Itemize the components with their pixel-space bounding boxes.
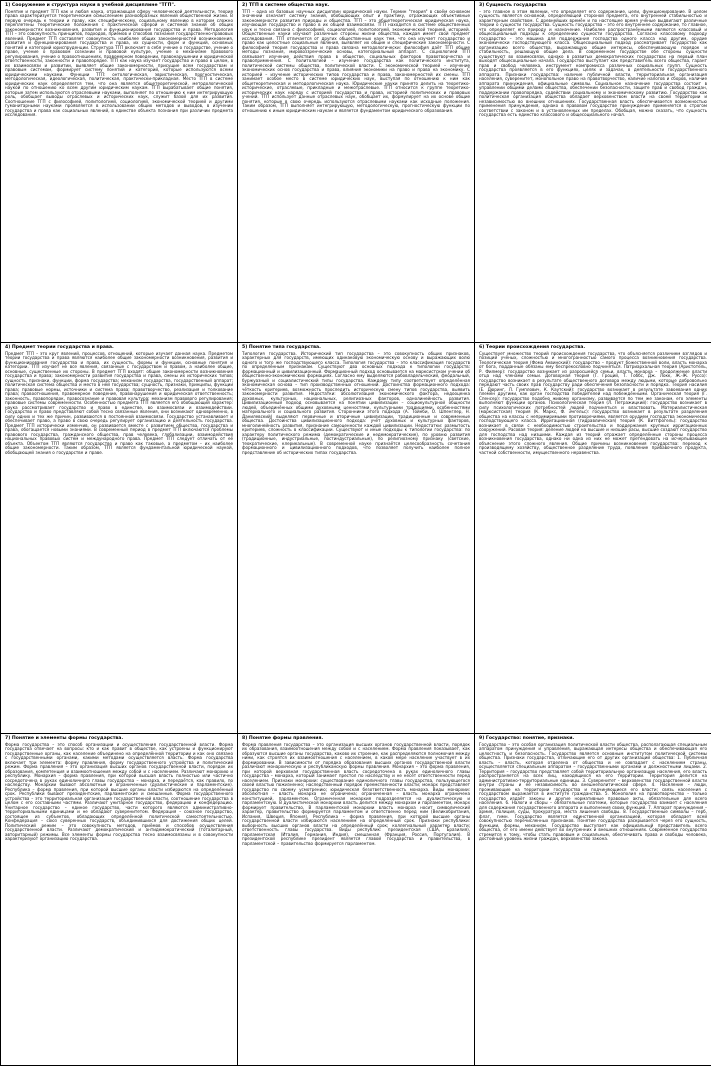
cell-title: 6) Теории происхождения государства.: [479, 345, 586, 350]
cell-ticket-2: [237, 0, 475, 343]
cell-body: Существует множество теорий происхождения государства, что объясняется различием взглядов и позиций учёных, сложностью и многогранностью самого процесса возникновения государства. Теологическая теория (Фома Аквинский): государство – продукт божественной воли, власть монарха от бога, подданные обязаны ему беспрекословно подчиняться. Патриархальная теория (Аристотель, Р. Филмер): государство возникает из разросшейся семьи, власть монарха – продолжение власти отца над членами семьи. Договорная теория (Г. Гроций, Т. Гоббс, Дж. Локк, Ж.-Ж. Руссо): государство возникает в результате общественного договора между людьми, которые добровольно передают часть своих прав государству ради обеспечения безопасности и порядка. Теория насилия (Е. Дюринг, Л. Гумплович, К. Каутский): государство возникает в результате завоевания одних племён другими, как орган господства победителей над побеждёнными. Органическая теория (Г. Спенсер): государство подобно живому организму, развивается по тем же законам, его элементы выполняют функции органов. Психологическая теория (Л. Петражицкий): государство возникает в силу психологических потребностей людей подчиняться и властвовать. Материалистическая (марксистская) теория (К. Маркс, Ф. Энгельс): государство возникает в результате разделения общества на классы с непримиримыми противоречиями, является орудием господства экономически господствующего класса. Ирригационная (гидравлическая) теория (К. Виттфогель): государство возникает в связи с необходимостью строительства и поддержания крупных ирригационных сооружений. Расовая теория: деление людей на высшие и низшие расы, высшие создают государство для господства над низшими. Каждая из теорий отражает определённые стороны процесса возникновения государства, однако ни одна из них не может претендовать на исчерпывающее объяснение этого сложного явления. Общие причины возникновения государства: переход к производящему хозяйству, общественное разделение труда, появление прибавочного продукта, частной собственности, имущественного неравенства.: [479, 350, 707, 455]
cell-title: 7) Понятие и элементы формы государства.: [5, 736, 124, 741]
cell-title: 9) Государство: понятие, признаки.: [479, 736, 575, 741]
cell-body: Форма государства – это способ организации и осуществления государственной власти. Форма государства отвечает на вопросы: кто и как правит в обществе, как устроены и функционируют государственные органы, как население объединено на определённой территории и как оно связано с государственными органами, какими методами осуществляется власть. Форма государства включает три элемента: форму правления, форму государственного устройства и политический режим. Форма правления – это организация высших органов государственной власти, порядок их образования, компетенция и взаимоотношения между собой и с населением. Различают монархию и республику. Монархия – форма правления, при которой высшая власть полностью или частично сосредоточена в руках единоличного главы государства – монарха, и передаётся, как правило, по наследству. Монархии бывают абсолютные и ограниченные (дуалистические и парламентские). Республика – форма правления, при которой высшие органы власти избираются на определённый срок. Республики бывают президентские, парламентские и смешанные. Форма государственного устройства – это территориальная организация государственной власти, соотношение государства в целом с его составными частями. Различают унитарное государство, федерацию и конфедерацию. Унитарное государство – единое государство, части которого являются административно-территориальными единицами и не обладают суверенитетом. Федерация – союзное государство, состоящее из субъектов, обладающих определённой политической самостоятельностью. Конфедерация – союз суверенных государств, объединившихся для достижения общих целей. Политический режим – это совокупность методов, приёмов и способов осуществления государственной власти. Различают демократический и антидемократический (тоталитарный, авторитарный) режимы. Все элементы формы государства тесно взаимосвязаны и в совокупности характеризуют организацию государства.: [5, 741, 233, 842]
cell-ticket-8: [237, 733, 475, 1066]
cell-title: 8) Понятие формы правления.: [242, 736, 324, 741]
cell-ticket-6: [474, 342, 711, 734]
cell-ticket-3: [474, 0, 711, 343]
cell-body: Государство – это особая организация политической власти общества, располагающая специальным аппаратом принуждения и управления, выражающая интересы общества и обеспечивающая его целостность и безопасность. Государство является основным институтом политической системы общества. Признаки государства, отличающие его от других организаций общества: 1. Публичная власть – власть, которая отделена от общества и не совпадает с населением страны, осуществляется специальным аппаратом – государственными органами и должностными лицами. 2. Территория – государство представляет собой территориальную организацию населения, его власть распространяется на всех лиц, находящихся на его территории. Территория делится на административно-территориальные единицы. 3. Суверенитет – верховенство государственной власти внутри страны и её независимость во внешнеполитической сфере. 4. Население – люди, проживающие на территории государства и подчиняющиеся его власти; связь населения с государством выражается в институте гражданства. 5. Монополия на правотворчество – только государство издаёт законы и другие нормативные правовые акты, обязательные для всего населения. 6. Налоги и сборы – обязательные платежи, которые государство взимает с населения для содержания государственного аппарата и выполнения своих функций. 7. Аппарат принуждения – армия, полиция, суды, прокуратура, места лишения свободы. 8. Государственные символы – герб, флаг, гимн. Государство является единственной организацией, которая обладает всей совокупностью перечисленных признаков. Понятие государства раскрывается через его сущность, функции, формы, механизм. Государство выступает как официальный представитель всего общества, от его имени действует во внутренних и внешних отношениях. Современное государство стремится к тому, чтобы стать правовым и социальным, обеспечивать права и свободы человека, достойный уровень жизни граждан, верховенство закона.: [479, 741, 707, 842]
cell-ticket-7: [0, 733, 238, 1066]
cell-title: 2) ТГП в системе общества наук.: [242, 3, 330, 8]
cell-title: 5) Понятие типа государства.: [242, 345, 321, 350]
cell-body: Форма правления государства – это организация высших органов государственной власти, порядок их образования, взаимоотношения между собой и с населением. Форма правления показывает, как образуются высшие органы государства, каково их строение, как распределяются полномочия между ними, как строятся их взаимоотношения с населением, в какой мере население участвует в их формировании. В зависимости от порядка образования высших органов государственной власти различают монархическую и республиканскую формы правления. Монархия – это форма правления, при которой верховная государственная власть сосредоточена в руках единоличного главы государства – монарха, который занимает престол по наследству и не несёт ответственности перед населением. Признаки монархии: существование единоличного главы государства, пользующегося своей властью пожизненно; наследственный порядок преемственности власти; монарх представляет государство по своему усмотрению; юридическая безответственность монарха. Виды монархии: абсолютная – власть монарха не ограничена; ограниченная – власть монарха ограничена конституцией, парламентом. Ограниченная монархия подразделяется на дуалистическую и парламентскую. В дуалистической монархии власть делится между монархом и парламентом, монарх формирует правительство. В парламентской монархии власть монарха носит символический характер, правительство формируется парламентом и ответственно перед ним (Великобритания, Испания, Швеция, Япония). Республика – форма правления, при которой высшие органы государственной власти избираются населением на определённый срок. Признаки республики: выборность высших органов власти на определённый срок; коллегиальный характер власти; ответственность главы государства. Виды республик: президентская (США, Бразилия), парламентская (Италия, Германия, Индия), смешанная (Франция, Россия, Португалия). В президентской республике президент является главой государства и правительства, в парламентской – правительство формируется парламентом.: [242, 741, 470, 846]
cell-title: 3) Сущность государства: [479, 3, 547, 8]
cell-ticket-4: [0, 342, 238, 734]
cell-ticket-1: [0, 0, 238, 343]
cell-body: ТГП – одна из базовых научных дисциплин юридической науки. Термин "теория" в своём основном значении означает систему знаний, обобщающих опыт и практику, отражающих объективные закономерности развития природы и общества. ТГП – это общетеоретическая юридическая наука, изучающая государство и право в их общей взаимосвязи. ТГП находится в системе общественных наук и тесно связана с философией, социологией, политологией, экономической теорией, историей. Общественные науки изучают различные стороны жизни общества, каждая имеет свой предмет исследования. ТГП отличается от других общественных наук тем, что она изучает государство и право как целостные социальные явления, выявляет их общие и специфические закономерности. С философией теория государства и права связана методологически: философия даёт ТГП общие методы познания, мировоззренческие основы, категориальный аппарат. С социологией ТГП связывает изучение действия права в обществе, социальных факторов правотворчества и правоприменения. С политологией – изучение государства как политического института, политической системы общества, политической власти. С экономической теорией – изучение экономических основ государства и права, влияния экономики на право и права на экономику. С историей – изучение исторических типов государства и права, закономерностей их смены. ТГП занимает особое место в системе юридических наук, выступая по отношению к ним как общетеоретическая и методологическая наука. Юридические науки принято делить на теоретико-исторические, отраслевые, прикладные и межотраслевые. ТГП относится к группе теоретико-исторических наук наряду с историей государства и права, историей политических и правовых учений. ТГП использует данные отраслевых наук, обобщает их, формулирует на их основе общие понятия, которые в свою очередь используются отраслевыми науками как исходные положения. Таким образом, ТГП выполняет интегрирующую, методологическую, прогностическую функции по отношению к иным юридическим наукам и является фундаментом юридического образования.: [242, 8, 470, 113]
cell-body: Понятие и предмет ТГП как и любая наука, отражающая сферу человеческой деятельности, теория права характеризуется теоретическим осмыслением разнообразных явлений общественной жизни. В первую очередь к теории и праву, как специфическому, социальному явлению в котором сложно переплетены теоретические положения с практической сферой и системой знаний об общих закономерностях возникновения, развития и функционирования государства и права. Методология ТГП – это совокупность принципов, подходов, приёмов и способов познания государственно-правовых явлений. Предмет ТГП составляет совокупность наиболее общих закономерностей возникновения, развития и функционирования государства и права, их сущности, форм и функций, основных понятий и категорий юриспруденции. Структура ТГП включает в себя учение о государстве, учение о праве, учение о правовом сознании и правовой культуре, учение о механизме правового регулирования, учение о правоотношениях, правомерном поведении, правонарушении и юридической ответственности, законности и правопорядке. ТГП как наука изучает государство и право в целом, в их взаимосвязи и развитии, выявляет общие закономерности, присущие всем государствам и правовым системам, формирует систему понятий и категорий, которые используются всеми юридическими науками. Функции ТГП: онтологическая, эвристическая, прогностическая, методологическая, идеологическая, политическая, практически-прикладная. Место ТГП в системе юридических наук определяется тем, что она является общетеоретической, методологической наукой по отношению ко всем другим юридическим наукам. ТГП вырабатывает общие понятия, которые затем используются отраслевыми науками, выполняет по отношению к ним интегрирующую роль, обобщает выводы отраслевых и исторических наук, служит базой для их развития. Соотношение ТГП с философией, политологией, социологией, экономической теорией и другими гуманитарными науками проявляется в использовании общих методов и выводов, в изучении государства и права как социальных явлений, в единстве объекта познания при различии предмета исследования.: [5, 8, 233, 118]
cell-title: 4) Предмет теории государства и права.: [5, 345, 114, 350]
cell-body: Предмет ТГП – это круг явлений, процессов, отношений, которые изучает данная наука. Предметом теории государства и права являются наиболее общие закономерности возникновения, развития и функционирования государства и права, их сущность, формы и функции, основные понятия и категории. ТГП изучает не все явления, связанные с государством и правом, а наиболее общие, основные, существенные их стороны. В предмет ТГП входят: общие закономерности возникновения государства и права; закономерности развития государства и права, смены их исторических типов; сущность, признаки, функции, форма государства; механизм государства, государственный аппарат; политическая система общества и место в ней государства; сущность, признаки, принципы, функции права; правовые нормы, источники и система права; правотворчество, реализация и толкование права; правоотношения, правомерное поведение, правонарушения и юридическая ответственность; законность, правопорядок, правосознание и правовая культура; механизм правового регулирования; правовые системы современности. Особенностью предмета ТГП является его обобщающий характер: наука рассматривает государство и право в единстве, во взаимосвязи и взаимодействии. Государство и право представляют собой тесно связанные явления, они возникают одновременно, в силу одних и тех же причин, развиваются в постоянной взаимосвязи. Государство устанавливает и обеспечивает право, а право в свою очередь регулирует организацию и деятельность государства. Предмет ТГП исторически изменчив, он развивается вместе с развитием общества, государства и права, обогащается новыми знаниями. В современный период в предмет ТГП включаются проблемы правового государства, гражданского общества, прав человека, глобализации, взаимодействия национальных правовых систем и международного права. Предмет ТГП следует отличать от её объекта. Объектом ТГП являются государство и право как таковые, а предметом – их наиболее общие закономерности. Таким образом, ТГП является фундаментальной юридической наукой, обобщающей знания о государстве и праве.: [5, 350, 233, 455]
cell-ticket-5: [237, 342, 475, 734]
cell-ticket-9: [474, 733, 711, 1066]
cell-title: 1) Сооружение и структура науки в учебной дисциплине "ТГП".: [5, 3, 176, 8]
cell-body: Типология государства. Исторический тип государства – это совокупность общих признаков, характерных для государств, имеющих одинаковую экономическую основу и выражающих волю одного и того же господствующего класса. Типология государства – это классификация государств по определённым признакам. Существуют два основных подхода к типологии государств: формационный и цивилизационный. Формационный подход основывается на марксистском учении об общественно-экономических формациях. Согласно ему выделяются рабовладельческий, феодальный, буржуазный и социалистический типы государства. Каждому типу соответствует определённая экономическая основа – тип производственных отношений. Достоинства формационного подхода: чёткость критериев, возможность проследить историческую смену типов государства, выявить закономерности развития. Недостатки: абсолютизация экономического фактора, недооценка духовных, культурных, национальных, религиозных факторов, однолинейность развития. Цивилизационный подход основывается на понятии цивилизации – социокультурной общности людей, объединённых общими духовными ценностями, культурными традициями, особенностями материального и социального развития. Сторонники этого подхода (А. Тойнби, О. Шпенглер, Н. Данилевский) выделяют первичные и вторичные цивилизации, традиционные и современные общества. Достоинства цивилизационного подхода: учёт духовных и культурных факторов, многолинейность развития, признание самоценности каждой цивилизации. Недостатки: размытость критериев, сложность в классификации. Существуют и иные подходы к типологии государства: по характеру политического режима (демократические и недемократические), по уровню развития (традиционные, индустриальные, постиндустриальные), по религиозному признаку (светские, теократические, клерикальные). В современной науке признаётся целесообразность сочетания формационного и цивилизационного подходов, что позволяет получить наиболее полное представление об исторических типах государства.: [242, 350, 470, 455]
cell-body: – это главное в этом явлении, что определяет его содержание, цели, функционирование. В целом сущность является основной, определяющей стороной предмета, его внутренней стабильностью и характерным свойством. С древнейших времён и по настоящее время учёные выдвигают различные теории о сущности государства. Сущность государства – это его внутреннее содержание, то главное, что определяет его природу и назначение. Наиболее распространёнными являются классовый и общесоциальный подходы к определению сущности государства. Согласно классовому подходу государство – это машина для поддержания господства одного класса над другим, орудие экономически господствующего класса. Общесоциальный подход рассматривает государство как организацию всего общества, выражающую общие интересы, обеспечивающую порядок и стабильность, решающую общие дела. В современном государстве обе стороны сущности существуют во взаимосвязи, однако в развитых демократических государствах на первый план выходят общесоциальные начала. Государство выступает как представитель всего общества, гарант прав и свобод человека, инструмент компромисса различных социальных групп. Сущность государства проявляется в его функциях, целях и задачах, в деятельности государственного аппарата. Признаки государства: наличие публичной власти, территориальная организация населения, суверенитет, монопольное право на правотворчество, наличие налогов и сборов, наличие аппарата принуждения, официальные символы. Социальное назначение государства состоит в управлении общими делами общества, обеспечении безопасности, защите прав и свобод граждан, поддержании правопорядка, содействии социальному и экономическому развитию. Государство как политическая организация общества обладает верховенством власти на своей территории и независимостью во внешних отношениях. Государственная власть обеспечивается возможностью применения принуждения, однако в правовом государстве принуждение применяется в строгом соответствии с законом и в установленных им пределах. Обобщая, можно сказать, что сущность государства есть единство классового и общесоциального начал.: [479, 8, 707, 118]
